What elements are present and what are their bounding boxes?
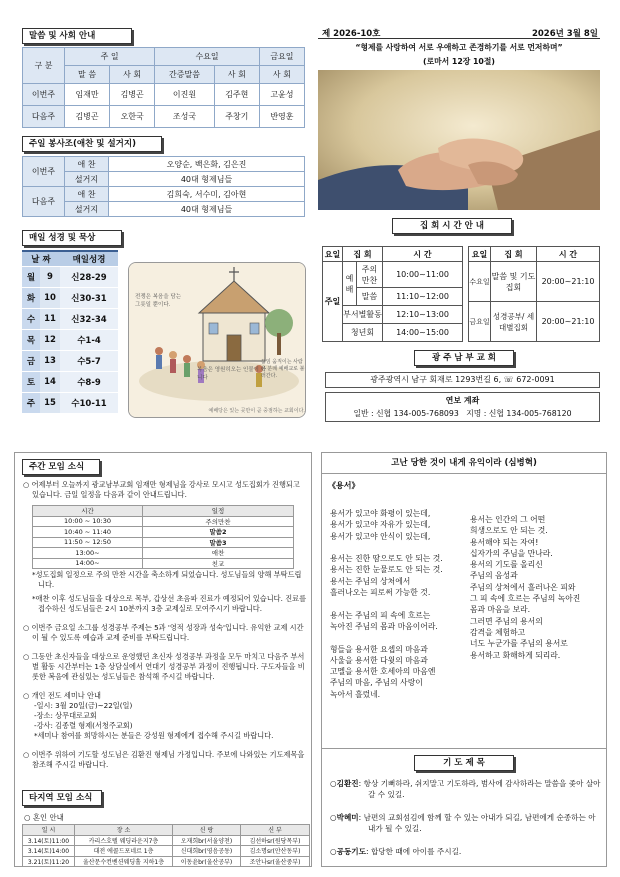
poem-line: 용서는 진한 땀으로도 안 되는 것.: [330, 554, 443, 564]
bible-day: 목: [22, 329, 40, 350]
account-title: 연보 계좌: [445, 396, 480, 405]
news-text: 그동안 초신자들을 대상으로 운영했던 초신자 성경공부 과정을 모두 마치고 다음주 부서별 활동 시간부터는 1층 상담실에서 연대기 성경공부 과정이 진행됩니다. 구도자들을 비롯한 복음에 관심있는 성도님들은 참석해 주시길 바랍니다.: [31, 652, 305, 681]
account-general: 일반 : 신협 134-005-768093: [353, 409, 459, 418]
meet-couples-time: 12:10~13:00: [383, 306, 463, 324]
church-address: 광주광역시 남구 회재로 1293번길 6, ☏ 672-0091: [325, 372, 600, 388]
meet-wed: 수요일: [469, 262, 491, 302]
wed-h-bride: 신 부: [241, 825, 310, 836]
account-mission: 지명 : 신협 134-005-768120: [466, 409, 572, 418]
bible-num: 11: [40, 308, 60, 329]
poem-line: 주님의 상처에서 흘러나온 피와: [470, 582, 576, 592]
table-cell: 김주현: [214, 84, 259, 106]
wed-place: 울산문수컨벤션웨딩홀 지하1층: [75, 856, 173, 867]
sched-time: 14:00~: [33, 558, 143, 569]
bible-read: 수5-7: [60, 350, 118, 371]
meet-sermon: 말씀: [357, 288, 383, 306]
wed-bride: 김소명sr(안산동부): [241, 846, 310, 857]
poem-line: 감격을 체험하고: [470, 627, 526, 637]
bible-read: 수10-11: [60, 392, 118, 413]
bible-read-header: 매일성경: [60, 252, 118, 266]
bible-day: 화: [22, 287, 40, 308]
poem-line: 용서는 주님의 피 속에 흐르는: [330, 610, 431, 620]
church-name: 광 주 남 부 교 회: [414, 350, 514, 366]
poem-line: 희생으로도 안 되는 것.: [470, 526, 548, 536]
table-cell: 조성국: [155, 106, 215, 128]
account-box: [325, 392, 600, 422]
prayer-divider: [321, 748, 607, 749]
illus-mid-text: 복음은 영원히오는 인물이 아니다: [197, 367, 267, 381]
wed-date: 3.21(토)11:20: [23, 856, 75, 867]
illus-right-text: 끊임 움직이는 사람은 분례 예배교로 불러간다.: [261, 359, 305, 379]
wed-bride: 김선하sr(원당목부): [241, 835, 310, 846]
table-cell: 이진원: [155, 84, 215, 106]
vol-dish-label: 설거지: [65, 202, 109, 217]
table-cell: 주창기: [214, 106, 259, 128]
poem-left: [330, 508, 465, 700]
prayer-name: 공동기도: [336, 847, 366, 856]
poem-line: [330, 632, 465, 643]
poem-line: 녹아진 주님의 몸과 마음이어라.: [330, 621, 438, 631]
vol-meal-label: 애 찬: [65, 157, 109, 172]
meeting-section-title: 집 회 시 간 안 내: [392, 218, 512, 234]
bible-num: 9: [40, 266, 60, 287]
poem-line: 용서해야 되는 자여!: [470, 537, 539, 547]
sched-time: 10:40 ~ 11:40: [33, 527, 143, 538]
hands-image: [318, 70, 600, 210]
meet-meet-header: 집 회: [491, 247, 537, 262]
church-illustration: [128, 262, 306, 418]
wedding-label: ○ 혼인 안내: [24, 813, 64, 822]
vol-dish-names: 40대 형제님들: [109, 202, 305, 217]
wed-groom: 오재희br(서울양천): [173, 835, 241, 846]
news-item-4-date: -일시: 3월 20일(금)~22일(일): [34, 701, 133, 710]
wed-header: 수요일: [155, 48, 260, 66]
news-section-title: 주간 모임 소식: [22, 459, 100, 475]
news-item-3: ○ 그동안 초신자들을 대상으로 운영했던 초신자 성경공부 과정을 모두 마치고 다음주 부서별 활동 시간부터는 1층 상담실에서 연대기 성경공부 과정이 진행됩니다. 구도자들을 비롯한 복음에 관심있는 성도님들은 참석해 주시길 바랍니다.: [23, 652, 305, 681]
meet-fri-time: 20:00~21:10: [537, 302, 600, 342]
illus-caption: 예배당은 있는 곳만이 곧 중점하는 교회이다.: [208, 408, 305, 414]
meet-day-header: 요일: [323, 247, 343, 262]
table-cell: 오한국: [110, 106, 155, 128]
meet-sunday: 주일: [323, 262, 343, 342]
word-section-title: 말씀 및 사회 안내: [22, 28, 132, 44]
sched-item-header: 일정: [143, 506, 294, 517]
hands-photo: [318, 70, 600, 210]
bible-read: 신28-29: [60, 266, 118, 287]
sermon-title: 고난 당한 것이 내게 유익이라 (심병혁): [321, 452, 607, 474]
poem-line: 흘러나오는 피로써 가능한 것.: [330, 588, 431, 598]
vol-meal-names: 오양순, 백은화, 김은진: [109, 157, 305, 172]
meet-fri: 금요일: [469, 302, 491, 342]
vol-meal-label: 애 찬: [65, 187, 109, 202]
bible-read: 수8-9: [60, 371, 118, 392]
sched-time: 11:50 ~ 12:50: [33, 537, 143, 548]
sunday-header: 주 일: [65, 48, 155, 66]
bible-day: 월: [22, 266, 40, 287]
poem-line: 고멜을 용서한 호세아의 마음엔: [330, 667, 436, 677]
other-section-title: 타지역 모임 소식: [22, 790, 102, 806]
bible-read: 신30-31: [60, 287, 118, 308]
vol-dish-label: 설거지: [65, 172, 109, 187]
poem-right: [470, 514, 604, 661]
poem-line: 십자가의 주님을 만나라.: [470, 548, 553, 558]
wed-place: 카리스호텔 웨딩라운지7층: [75, 835, 173, 846]
bible-date-header: 날 짜: [22, 252, 60, 266]
schedule-table: [32, 505, 294, 569]
fri-header: 금요일: [259, 48, 304, 66]
meet-lord-table: 주의 만찬: [357, 262, 383, 288]
poem-line: 용서는 주님의 상처에서: [330, 576, 411, 586]
host-subheader: 사 회: [110, 66, 155, 84]
poem-line: 사울을 용서한 다윗의 마음과: [330, 655, 428, 665]
wed-date: 3.14(토)14:00: [23, 846, 75, 857]
bible-day: 금: [22, 350, 40, 371]
bible-num: 12: [40, 329, 60, 350]
news-list-2: [20, 570, 308, 770]
sched-time: 13:00~: [33, 548, 143, 559]
next-week-label: 다음주: [23, 106, 65, 128]
church-drawing: [129, 263, 306, 418]
host2-subheader: 사 회: [214, 66, 259, 84]
sermon-subheader: 말 씀: [65, 66, 110, 84]
news-list: [20, 480, 308, 500]
bible-table-wrap: [22, 250, 118, 418]
sched-item: 말씀3: [143, 537, 294, 548]
prayer-name: 박혜미: [336, 813, 359, 822]
sched-item: 주의만찬: [143, 516, 294, 527]
meet-day-header: 요일: [469, 247, 491, 262]
vol-dish-names: 40대 형제님들: [109, 172, 305, 187]
bible-read: 수1-4: [60, 329, 118, 350]
meet-time-header: 시 간: [383, 247, 463, 262]
news-item-1: ○ 어제부터 오늘까지 광교남부교회 임재만 형제님을 강사로 모시고 성도집회가 진행되고 있습니다. 금일 일정을 다음과 같이 안내드립니다.: [23, 480, 300, 499]
meet-couples: 부서별활동: [343, 306, 383, 324]
news-text: 개인 전도 세미나 안내: [31, 691, 101, 700]
word-schedule-table: [22, 47, 305, 128]
news-text: 어제부터 오늘까지 광교남부교회 임재만 형제님을 강사로 모시고 성도집회가 진행되고 있습니다. 금일 일정을 다음과 같이 안내드립니다.: [31, 480, 300, 499]
poem-line: 그러면 주님의 용서의: [470, 616, 543, 626]
wed-groom: 이동윤br(울산공부): [173, 856, 241, 867]
poem-line: 주님의 마음, 주님의 사랑이: [330, 678, 423, 688]
sched-item: 말씀2: [143, 527, 294, 538]
bible-day: 주: [22, 392, 40, 413]
news-item-2: ○ 이번주 금요일 소그룹 성경공부 주제는 5과 '영적 성장과 성숙'입니다. 유익한 교제 시간이 될 수 있도록 예습과 교제 준비를 부탁드립니다.: [23, 623, 304, 642]
wed-h-groom: 신 랑: [173, 825, 241, 836]
wedding-text: 혼인 안내: [32, 813, 64, 822]
bible-table: [22, 252, 118, 414]
wed-date: 3.14(토)11:00: [23, 835, 75, 846]
meet-worship: 예배: [343, 262, 357, 306]
wed-h-date: 일 시: [23, 825, 75, 836]
table-cell: 고윤성: [259, 84, 304, 106]
news-item-4-speaker: -강사: 김종렬 형제(서청주교회): [34, 721, 133, 730]
poem-line: 용서는 인간의 그 어떤: [470, 515, 546, 524]
prayer-text: 남편의 교회섬김에 함께 할 수 있는 아내가 되길, 남편에게 순종하는 아내가 될 수 있길.: [363, 813, 596, 833]
bible-num: 15: [40, 392, 60, 413]
bible-num: 14: [40, 371, 60, 392]
meet-sermon-time: 11:10~12:00: [383, 288, 463, 306]
meet-youth-time: 14:00~15:00: [383, 324, 463, 342]
sermon-tag: 《용서》: [328, 481, 360, 490]
poem-line: 몸과 마음을 보라.: [470, 605, 531, 615]
meeting-table-right: [468, 246, 600, 342]
testimony-subheader: 간증말씀: [155, 66, 215, 84]
news-text: 이번주 금요일 소그룹 성경공부 주제는 5과 '영적 성장과 성숙'입니다. 유익한 교제 시간이 될 수 있도록 예습과 교제 준비를 부탁드립니다.: [31, 623, 304, 642]
prayer-item: ○김환진: 항상 기뻐하라, 쉬지말고 기도하라, 범사에 감사하라는 말씀을 좇아 살아갈 수 있길.: [330, 779, 601, 799]
wedding-table: [22, 824, 310, 867]
sched-item: 애찬: [143, 548, 294, 559]
poem-line: 용서하고 화해하게 되리라.: [470, 650, 561, 660]
prayer-name: 김환진: [336, 779, 359, 788]
poem-line: [330, 598, 465, 609]
poem-line: 녹아서 흘렀네.: [330, 689, 381, 699]
motto: “형제를 사랑하여 서로 우애하고 존경하기를 서로 먼저하며”: [355, 43, 563, 52]
bible-num: 13: [40, 350, 60, 371]
poem-line: 그 피 속에 흐르는 주님의 녹아진: [470, 594, 581, 604]
prayer-item: ○박혜미: 남편의 교회섬김에 함께 할 수 있는 아내가 되길, 남편에게 순종하는 아내가 될 수 있길.: [330, 813, 596, 833]
poem-line: 용서의 기도를 올리신: [470, 560, 543, 570]
meet-meet-header: 집 회: [343, 247, 383, 262]
news-item-4-place: -장소: 상무대로교회: [34, 711, 97, 720]
header-divider: [318, 38, 600, 39]
meet-time-header: 시 간: [537, 247, 600, 262]
meet-wed-meet: 말씀 및 기도집회: [491, 262, 537, 302]
volunteer-section-title: 주일 봉사조(애찬 및 설거지): [22, 136, 162, 152]
table-cell: 임재만: [65, 84, 110, 106]
prayer-item: ○공동기도: 합당한 때에 아이를 주시길.: [330, 847, 462, 856]
bible-day: 토: [22, 371, 40, 392]
poem-line: 주님의 음성과: [470, 571, 518, 581]
poem-line: 너도 누군가를 주님의 용서로: [470, 639, 568, 649]
wed-h-place: 장 소: [75, 825, 173, 836]
gubun-header: 구 분: [23, 48, 65, 84]
news-text: 이번주 위하여 기도할 성도님은 김환진 형제님 가정입니다. 주보에 나와있는 기도제목을 참조해 주시길 바랍니다.: [31, 750, 305, 769]
vol-next-week: 다음주: [23, 187, 65, 217]
bible-day: 수: [22, 308, 40, 329]
meet-fri-meet: 성경공부/ 세대별집회: [491, 302, 537, 342]
table-cell: 김병곤: [110, 84, 155, 106]
illus-left-text: 전쟁은 복음을 담는 그릇일 뿐이다.: [135, 294, 182, 308]
vol-meal-names: 김희숙, 서수미, 김아현: [109, 187, 305, 202]
meeting-table-left: [322, 246, 463, 342]
wed-place: 대전 에콜드포네르 1층: [75, 846, 173, 857]
news-item-4-note: *세미나 참여를 희망하시는 분들은 강성원 형제에게 접수해 주시길 바랍니다.: [34, 731, 274, 740]
this-week-label: 이번주: [23, 84, 65, 106]
sched-item: 친교: [143, 558, 294, 569]
sched-time: 10:00 ~ 10:30: [33, 516, 143, 527]
wed-groom: 신대희br(영음공동): [173, 846, 241, 857]
sched-time-header: 시간: [33, 506, 143, 517]
news-item-5: ○ 이번주 위하여 기도할 성도님은 김환진 형제님 가정입니다. 주보에 나와있는 기도제목을 참조해 주시길 바랍니다.: [23, 750, 305, 769]
news-note-1: *성도집회 일정으로 주의 만찬 시간을 축소하게 되었습니다. 성도님들의 양해 부탁드립니다.: [32, 570, 302, 589]
meet-youth: 청년회: [343, 324, 383, 342]
poem-line: 형들을 용서한 요셉의 마음과: [330, 644, 428, 654]
news-item-4: ○ 개인 전도 세미나 안내: [23, 691, 101, 700]
poem-line: 용서가 있고야 화평이 있는데,: [330, 509, 431, 518]
prayer-text: 항상 기뻐하라, 쉬지말고 기도하라, 범사에 감사하라는 말씀을 좇아 살아갈 수 있길.: [363, 779, 601, 799]
issue-date: 2026년 3월 8일: [531, 29, 598, 39]
poem-line: 용서가 있고야 안식이 있는데,: [330, 531, 431, 541]
table-cell: 김병곤: [65, 106, 110, 128]
motto-ref: (로마서 12장 10절): [423, 57, 495, 66]
table-cell: 반영훈: [259, 106, 304, 128]
meet-lord-time: 10:00~11:00: [383, 262, 463, 288]
prayer-section-title: 기 도 제 목: [414, 755, 514, 771]
bible-section-title: 매일 성경 및 묵상: [22, 230, 122, 246]
issue-number: 제 2026-10호: [322, 29, 381, 39]
volunteer-table: [22, 156, 305, 217]
poem-line: 용서가 있고야 자유가 있는데,: [330, 520, 431, 530]
prayer-text: 합당한 때에 아이를 주시길.: [370, 847, 462, 856]
prayer-list: [328, 778, 602, 857]
account-line: [326, 408, 599, 419]
meet-wed-time: 20:00~21:10: [537, 262, 600, 302]
poem-line: 용서는 진한 눈물로도 안 되는 것.: [330, 565, 443, 575]
wed-bride: 조안나sr(울산중부): [241, 856, 310, 867]
news-note-2: *애찬 이후 성도님들을 대상으로 목부, 갑상선 초음파 진료가 예정되어 있습니다. 진료를 접수하신 성도님들은 2시 10분까지 3층 교제실로 모여주시기 바랍니다.: [32, 594, 307, 613]
host3-subheader: 사 회: [259, 66, 304, 84]
bible-num: 10: [40, 287, 60, 308]
poem-line: [330, 542, 465, 553]
vol-this-week: 이번주: [23, 157, 65, 187]
bible-read: 신32-34: [60, 308, 118, 329]
